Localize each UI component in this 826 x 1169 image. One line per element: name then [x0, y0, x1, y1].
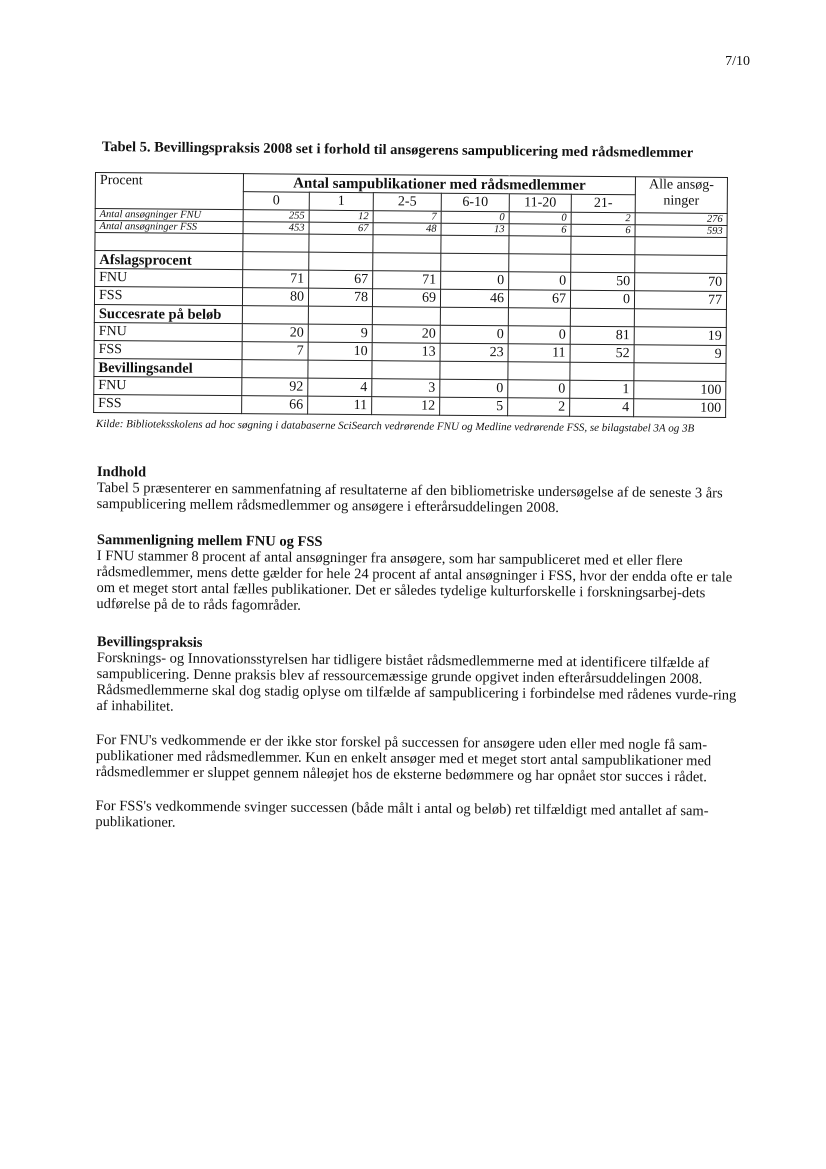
- empty-cell: [441, 235, 509, 254]
- section-text: Tabel 5 præsenterer en sammenfatning af resultaterne af den bibliometriske undersøgelse af de seneste 3 års sampublicering mellem rådsmedlemmer og ansøgere i efterårsuddelingen 2008.: [96, 479, 723, 517]
- section-text: I FNU stammer 8 procent af antal ansøgninger fra ansøgere, som har sampubliceret med et eller flere rådsmedlemmer, mens dette gælder for hele 24 procent af antal ansøgninger i FSS, hvor der endda ofte er tale om et meget stort antal fælles publikationer. Det er således tydelige kulturforskelle i forskningsarbej-dets udførelse på de to råds fagområder.: [96, 547, 733, 614]
- empty-cell: [509, 236, 571, 254]
- empty-cell: [440, 307, 508, 326]
- table-cell: 0: [440, 325, 508, 344]
- empty-cell: [508, 362, 570, 380]
- table-cell: 255: [243, 210, 309, 223]
- section-bevillingspraksis: [95, 634, 743, 836]
- table-cell: 4: [570, 398, 634, 417]
- group-header: Antal sampublikationer med rådsmedlemmer: [243, 174, 635, 195]
- column-header: 2-5: [373, 193, 441, 212]
- data-table: [93, 172, 728, 418]
- table-cell: 2: [571, 212, 635, 225]
- table-cell: 67: [508, 290, 570, 308]
- corner-label: Procent: [95, 173, 243, 210]
- empty-cell: [95, 233, 243, 252]
- empty-cell: [242, 306, 308, 325]
- table-cell: 50: [571, 272, 635, 291]
- empty-cell: [635, 255, 727, 274]
- page-number: 7/10: [725, 54, 750, 69]
- total-cell: 19: [634, 327, 726, 346]
- empty-cell: [635, 237, 727, 256]
- table-cell: 78: [308, 288, 372, 307]
- column-header: 11-20: [509, 194, 571, 212]
- total-cell: 593: [635, 225, 727, 238]
- empty-cell: [441, 253, 509, 272]
- row-label: FSS: [94, 287, 242, 306]
- empty-cell: [440, 361, 508, 380]
- table-cell: 11: [508, 344, 570, 362]
- empty-cell: [243, 234, 309, 253]
- table-container: [93, 172, 727, 418]
- table-cell: 69: [372, 289, 440, 308]
- section-heading: Bevillingspraksis: [96, 634, 203, 651]
- column-header: 21-: [571, 194, 635, 213]
- table-cell: 2: [508, 398, 570, 416]
- section-heading: Indhold: [96, 464, 147, 481]
- total-cell: 77: [634, 291, 726, 310]
- column-header: 1: [309, 192, 373, 211]
- empty-cell: [309, 234, 373, 253]
- table-cell: 10: [308, 342, 372, 361]
- table-body: [94, 173, 728, 418]
- empty-cell: [570, 362, 634, 381]
- empty-cell: [571, 254, 635, 273]
- table-cell: 3: [372, 379, 440, 398]
- table-cell: 0: [440, 379, 508, 398]
- total-cell: 70: [635, 273, 727, 292]
- total-cell: 100: [634, 399, 726, 418]
- section-indhold: [97, 464, 743, 518]
- column-header: 0: [243, 192, 309, 211]
- empty-cell: [634, 363, 726, 382]
- section-label: Afslagsprocent: [95, 251, 243, 270]
- total-cell: 276: [635, 213, 727, 226]
- table-cell: 92: [242, 378, 308, 397]
- total-cell: 100: [634, 381, 726, 400]
- table-cell: 12: [372, 397, 440, 416]
- empty-cell: [308, 306, 372, 325]
- section-sammenligning: [96, 532, 743, 618]
- table-cell: 1: [570, 380, 634, 399]
- table-cell: 9: [308, 324, 372, 343]
- row-label: Antal ansøgninger FNU: [95, 209, 243, 222]
- section-label: Bevillingsandel: [94, 358, 242, 377]
- table-cell: 4: [308, 378, 372, 397]
- section-paragraph: For FNU's vedkommende er der ikke stor forskel på successen for ansøgere uden eller med nogle få sam-publikationer med rådsmedlemmer. Kun en enkelt ansøger med et meget stort antal sampublikationer med rådsmedlemmer er sluppet gennem nåleøjet hos de eksterne bedømmere og har opnået stor succes i rådet.: [95, 731, 712, 786]
- table-cell: 46: [440, 289, 508, 308]
- section-heading: Sammenligning mellem FNU og FSS: [96, 532, 323, 550]
- row-label: FNU: [95, 269, 243, 288]
- table-cell: 12: [309, 210, 373, 223]
- table-cell: 67: [309, 270, 373, 289]
- empty-cell: [242, 360, 308, 379]
- empty-cell: [571, 236, 635, 255]
- table-cell: 71: [243, 270, 309, 289]
- empty-cell: [373, 235, 441, 254]
- empty-cell: [509, 254, 571, 272]
- table-caption: Tabel 5. Bevillingspraksis 2008 set i forhold til ansøgerens sampublicering med rådsmedlemmer: [101, 139, 694, 162]
- empty-cell: [634, 309, 726, 328]
- table-cell: 20: [372, 325, 440, 344]
- section-text: Forsknings- og Innovationsstyrelsen har tidligere bistået rådsmedlemmerne med at identificere tilfælde af sampublicering. Denne praksis blev af ressourcemæssige grunde opgivet inden efterårsuddelingen 2008. Rådsmedlemmerne skal dog stadig oplyse om tilfælde af sampublicering i forbindelse med rådenes vurde-ring af inhabilitet.: [96, 649, 737, 715]
- table-cell: 0: [508, 326, 570, 344]
- empty-cell: [309, 252, 373, 271]
- table-cell: 0: [441, 211, 509, 224]
- table-source-note: Kilde: Biblioteksskolens ad hoc søgning i databaserne SciSearch vedrørende FNU og Medline vedrørende FSS, se bilagstabel 3A og 3B: [95, 417, 695, 435]
- column-header: 6-10: [441, 193, 509, 212]
- table-cell: 0: [570, 290, 634, 309]
- table-cell: 81: [570, 326, 634, 345]
- empty-cell: [243, 252, 309, 271]
- table-row: [94, 394, 726, 417]
- empty-cell: [570, 308, 634, 327]
- table-cell: 0: [509, 212, 571, 224]
- table-cell: 66: [242, 396, 308, 415]
- table-cell: 71: [373, 271, 441, 290]
- table-cell: 23: [440, 343, 508, 362]
- table-cell: 52: [570, 344, 634, 363]
- table-cell: 48: [373, 223, 441, 236]
- table-cell: 11: [308, 396, 372, 415]
- table-cell: 0: [509, 272, 571, 290]
- empty-cell: [372, 307, 440, 326]
- all-applications-header: Alle ansøg-ninger: [635, 177, 727, 214]
- table-cell: 67: [309, 222, 373, 235]
- total-cell: 9: [634, 345, 726, 364]
- table-cell: 20: [242, 324, 308, 343]
- section-label: Succesrate på beløb: [94, 304, 242, 323]
- table-cell: 6: [509, 224, 571, 236]
- section-paragraph: For FSS's vedkommende svinger successen (både målt i antal og beløb) ret tilfældigt med antallet af sam-publikationer.: [95, 797, 709, 831]
- empty-cell: [372, 361, 440, 380]
- empty-cell: [308, 360, 372, 379]
- row-label: FNU: [94, 376, 242, 395]
- table-cell: 80: [242, 288, 308, 307]
- table-cell: 0: [441, 271, 509, 290]
- table-cell: 453: [243, 222, 309, 235]
- table-cell: 7: [242, 342, 308, 361]
- empty-cell: [373, 253, 441, 272]
- row-label: FSS: [94, 340, 242, 359]
- table-cell: 13: [441, 223, 509, 236]
- table-cell: 5: [440, 397, 508, 416]
- empty-cell: [508, 308, 570, 326]
- table-cell: 6: [571, 224, 635, 237]
- table-cell: 0: [508, 380, 570, 398]
- table-cell: 13: [372, 343, 440, 362]
- row-label: FSS: [94, 394, 242, 413]
- row-label: FNU: [94, 322, 242, 341]
- table-cell: 7: [373, 211, 441, 224]
- row-label: Antal ansøgninger FSS: [95, 221, 243, 234]
